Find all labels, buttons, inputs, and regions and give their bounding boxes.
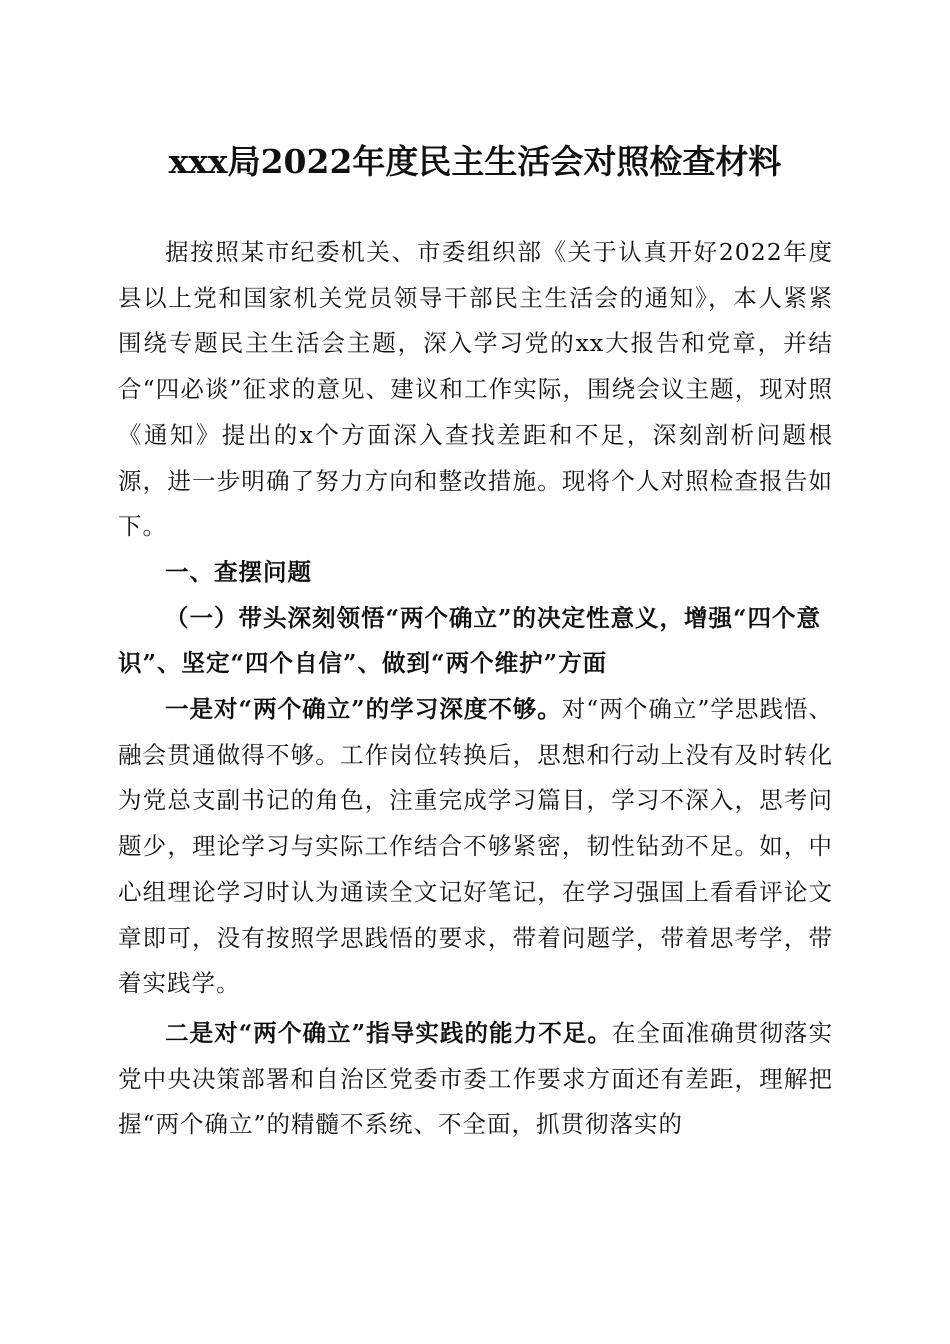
document-title: xxx局2022年度民主生活会对照检查材料 xyxy=(168,142,782,181)
subsection-heading-1: （一）带头深刻领悟“两个确立”的决定性意义，增强“四个意识”、坚定“四个自信”、做到“两个维护”方面 xyxy=(118,603,822,678)
point-2-paragraph xyxy=(118,1011,833,1148)
point-2-lead: 二是对“两个确立”指导实践的能力不足。 xyxy=(165,1018,612,1047)
point-1-body: 对“两个确立”学思践悟、融会贯通做得不够。工作岗位转换后，思想和行动上没有及时转化为党总支副书记的角色，注重完成学习篇目，学习不深入，思考问题少，理论学习与实际工作结合不够紧密，韧性钻劲不足。如，中心组理论学习时认为通读全文记好笔记，在学习强国上看看评论文章即可，没有按照学思践悟的要求，带着问题学，带着思考学，带着实践学。 xyxy=(118,695,833,998)
point-1-paragraph xyxy=(118,687,833,1007)
point-2-body: 在全面准确贯彻落实党中央决策部署和自治区党委市委工作要求方面还有差距，理解把握“两个确立”的精髓不系统、不全面，抓贯彻落实的 xyxy=(118,1018,834,1139)
intro-paragraph: 据按照某市纪委机关、市委组织部《关于认真开好2022年度县以上党和国家机关党员领导干部民主生活会的通知》，本人紧紧围绕专题民主生活会主题，深入学习党的xx大报告和党章，并结合“四必谈”征求的意见、建议和工作实际，围绕会议主题，现对照《通知》提出的x个方面深入查找差距和不足，深刻剖析问题根源，进一步明确了努力方向和整改措施。现将个人对照检查报告如下。 xyxy=(118,238,833,541)
section-heading-1: 一、查摆问题 xyxy=(165,557,312,586)
document-body xyxy=(118,230,833,1148)
point-1-lead: 一是对“两个确立”的学习深度不够。 xyxy=(165,695,562,724)
